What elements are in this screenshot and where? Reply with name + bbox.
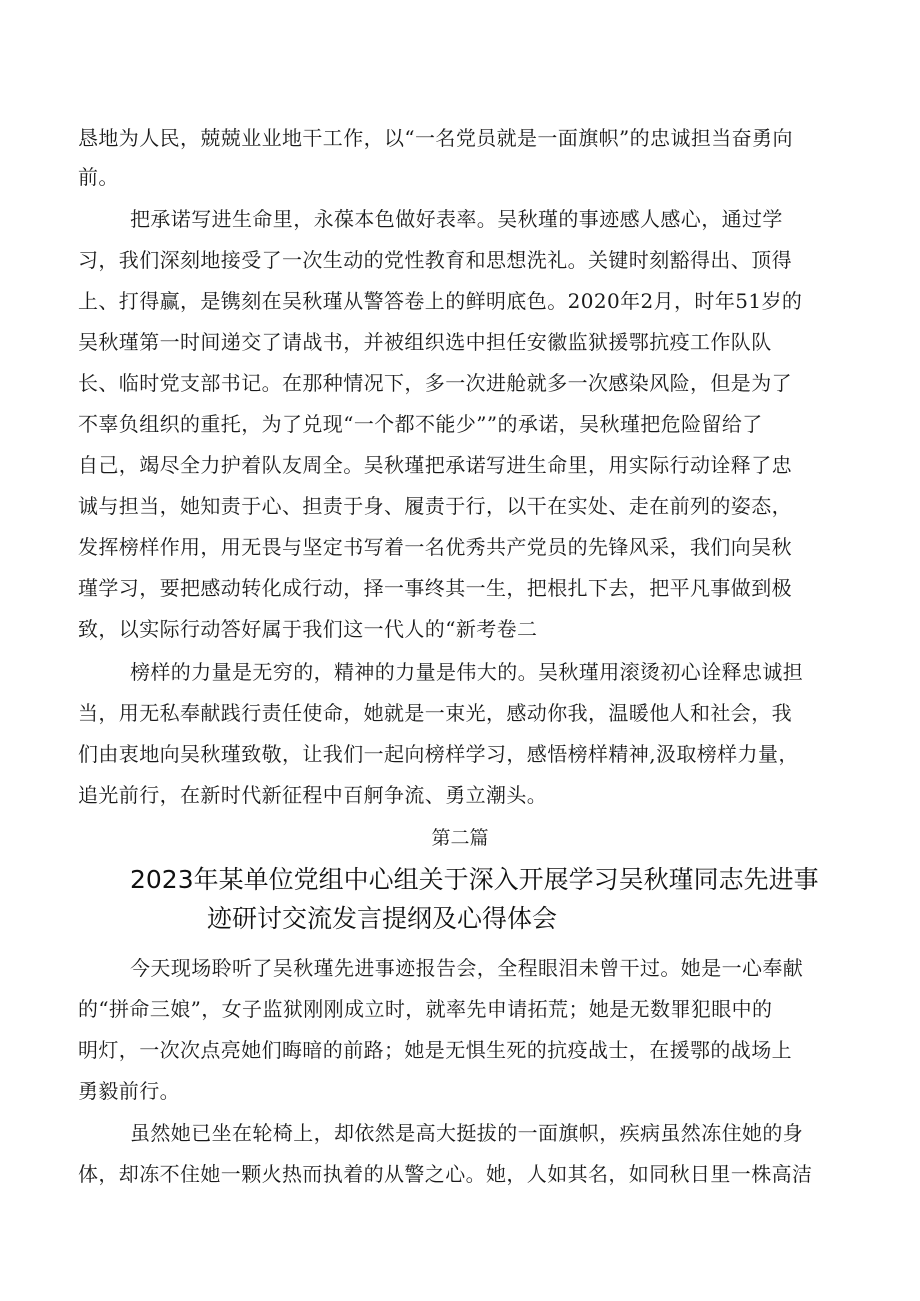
- paragraph-line: 的“拼命三娘”，女子监狱刚刚成立时，就率先申请拓荒；她是无数罪犯眼中的: [78, 997, 773, 1021]
- paragraph-line: 榜样的力量是无穷的，精神的力量是伟大的。吴秋瑾用滚烫初心诠释忠诚担: [130, 660, 804, 684]
- paragraph-line: 自己，竭尽全力护着队友周全。吴秋瑾把承诺写进生命里，用实际行动诠释了忠: [78, 453, 792, 477]
- paragraph-line: 发挥榜样作用，用无畏与坚定书写着一名优秀共产党员的先锋风采，我们向吴秋: [78, 535, 792, 559]
- paragraph-line: 诚与担当，她知责于心、担责于身、履责于行，以干在实处、走在前列的姿态，: [78, 494, 792, 518]
- paragraph-line: 吴秋瑾第一时间递交了请战书，并被组织选中担任安徽监狱援鄂抗疫工作队队: [78, 330, 772, 354]
- paragraph-line: 瑾学习，要把感动转化成行动，择一事终其一生，把根扎下去，把平凡事做到极: [78, 576, 792, 600]
- paragraph-line: 前。: [78, 165, 119, 189]
- paragraph-line: 明灯，一次次点亮她们晦暗的前路；她是无惧生死的抗疫战士，在援鄂的战场上: [78, 1038, 792, 1062]
- section-label: 第二篇: [431, 827, 489, 849]
- article-title-line-1: 2023年某单位党组中心组关于深入开展学习吴秋瑾同志先进事: [130, 865, 819, 894]
- paragraph-line: 追光前行，在新时代新征程中百舸争流、勇立潮头。: [78, 783, 548, 807]
- paragraph-line: 上、打得赢，是镌刻在吴秋瑾从警答卷上的鲜明底色。2020年2月，时年51岁的: [78, 289, 803, 313]
- paragraph-line: 不辜负组织的重托，为了兑现“一个都不能少””的承诺，吴秋瑾把危险留给了: [78, 412, 763, 436]
- paragraph-line: 们由衷地向吴秋瑾致敬，让我们一起向榜样学习，感悟榜样精神,汲取榜样力量，: [78, 742, 799, 766]
- paragraph-line: 长、临时党支部书记。在那种情况下，多一次进舱就多一次感染风险，但是为了: [78, 371, 792, 395]
- paragraph-line: 勇毅前行。: [78, 1079, 180, 1103]
- paragraph-line: 习，我们深刻地接受了一次生动的党性教育和思想洗礼。关键时刻豁得出、顶得: [78, 248, 792, 272]
- article-title-line-2: 迹研讨交流发言提纲及心得体会: [207, 904, 558, 933]
- paragraph-line: 致，以实际行动答好属于我们这一代人的“新考卷二: [78, 617, 538, 641]
- paragraph-line: 恳地为人民，兢兢业业地干工作，以“一名党员就是一面旗帜”的忠诚担当奋勇向: [78, 126, 793, 150]
- paragraph-line: 今天现场聆听了吴秋瑾先进事迹报告会，全程眼泪未曾干过。她是一心奉献: [130, 956, 804, 980]
- paragraph-line: 虽然她已坐在轮椅上，却依然是高大挺拔的一面旗帜，疾病虽然冻住她的身: [130, 1121, 804, 1145]
- paragraph-line: 体，却冻不住她一颗火热而执着的从警之心。她，人如其名，如同秋日里一株高洁: [78, 1162, 813, 1186]
- paragraph-line: 当，用无私奉献践行责任使命，她就是一束光，感动你我，温暖他人和社会，我: [78, 701, 792, 725]
- paragraph-line: 把承诺写进生命里，永葆本色做好表率。吴秋瑾的事迹感人感心，通过学: [130, 207, 783, 231]
